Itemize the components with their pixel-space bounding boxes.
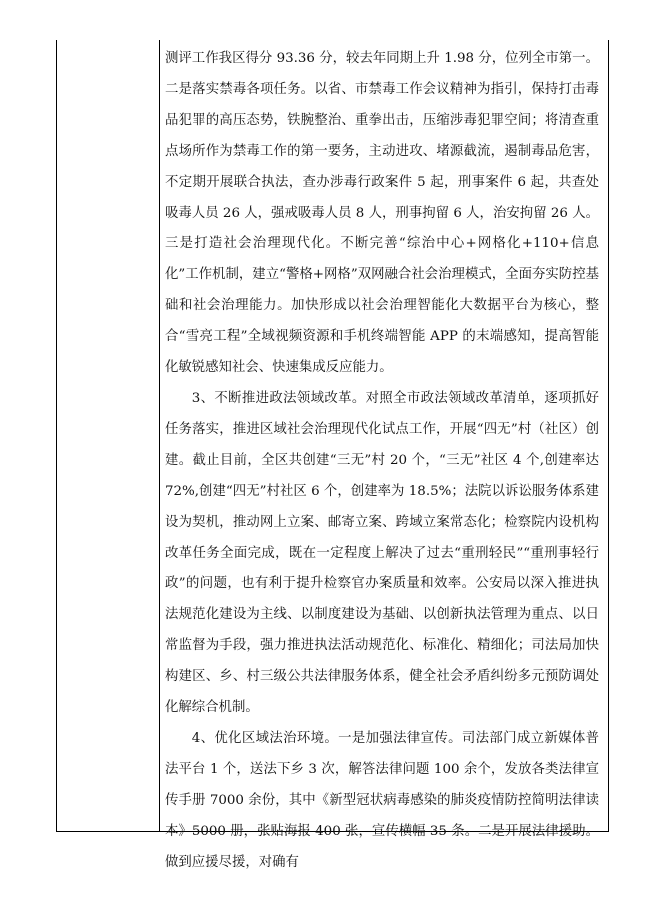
report-table — [56, 40, 609, 870]
paragraph-political-legal-reform: 3、不断推进政法领域改革。对照全市政法领域改革清单，逐项抓好任务落实，推进区域社会治理现代化试点工作，开展“四无”村（社区）创建。截止目前，全区共创建“三无”村 20 个，“三无”社区 4 个,创建率达 72%,创建“四无”村社区 6 个，创建率为 18.5%；法院以诉讼服务体系建设为契机，推动网上立案、邮寄立案、跨域立案常态化；检察院内设机构改革任务全面完成，既在一定程度上解决了过去“重刑轻民”“重刑事轻行政”的问题，也有利于提升检察官办案质量和效率。公安局以深入推进执法规范化建设为主线、以制度建设为基础、以创新执法管理为重点、以日常监督为手段，强力推进执法活动规范化、标准化、精细化；司法局加快构建区、乡、村三级公共法律服务体系，健全社会矛盾纠纷多元预防调处化解综合机制。 — [165, 390, 599, 716]
column-divider — [159, 40, 160, 831]
paragraph-rule-of-law-environment: 4、优化区域法治环境。一是加强法律宣传。司法部门成立新媒体普法平台 1 个，送法下乡 3 次，解答法律问题 100 余个，发放各类法律宣传手册 7000 余份，其中《新型冠状病毒感染的肺炎疫情防控简明法律读本》5000 册，张贴海报 400 张，宣传横幅 35 条。二是开展法律援助。做到应援尽援，对确有 — [165, 730, 599, 870]
paragraph-drug-control-and-governance: 测评工作我区得分 93.36 分，较去年同期上升 1.98 分，位列全市第一。二是落实禁毒各项任务。以省、市禁毒工作会议精神为指引，保持打击毒品犯罪的高压态势，铁腕整治、重拳出击，压缩涉毒犯罪空间；将清查重点场所作为禁毒工作的第一要务，主动进攻、堵源截流，遏制毒品危害，不定期开展联合执法，查办涉毒行政案件 5 起，刑事案件 6 起，共查处吸毒人员 26 人，强戒吸毒人员 8 人，刑事拘留 6 人，治安拘留 26 人。三是打造社会治理现代化。不断完善“综治中心+网格化+110+信息化”工作机制，建立“警格+网格”双网融合社会治理模式，全面夯实防控基础和社会治理能力。加快形成以社会治理智能化大数据平台为核心，整合“雪亮工程”全域视频资源和手机终端智能 APP 的末端感知，提高智能化敏锐感知社会、快速集成反应能力。 — [165, 51, 599, 376]
table-content-cell — [165, 44, 599, 878]
